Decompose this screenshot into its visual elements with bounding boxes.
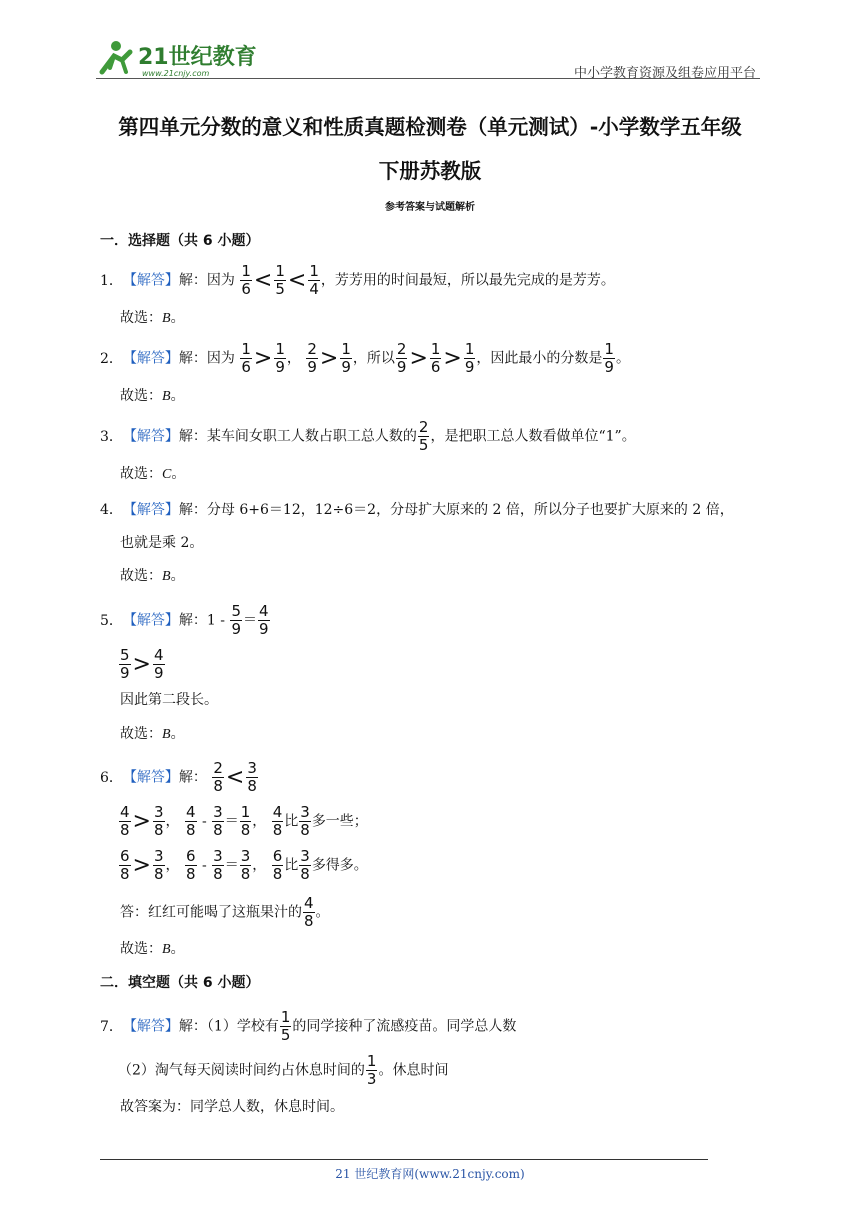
q4-choice: 故选：B。	[120, 568, 185, 584]
page-title-line1: 第四单元分数的意义和性质真题检测卷（单元测试）-小学数学五年级	[118, 115, 742, 139]
q6-choice: 故选：B。	[120, 941, 185, 957]
comparison-operator: >	[132, 651, 151, 677]
page-header	[96, 30, 760, 80]
q6-line2: $\frac{4}{8}$ > $\frac{3}{8}$ ， $\frac{4}{8}$ - $\frac{3}{8}$ ＝ $\frac{1}{8}$ ， $\frac{4}{8}$ 比 $\frac{3}{8}$ 多一些；	[120, 803, 368, 839]
fraction: $\frac{1}{4}$	[309, 262, 319, 298]
fraction: $\frac{1}{6}$	[241, 262, 251, 298]
fraction: $\frac{1}{9}$	[275, 340, 285, 376]
comparison-operator: >	[319, 345, 339, 371]
fraction: $\frac{3}{8}$	[300, 803, 310, 839]
fraction: $\frac{2}{9}$	[307, 340, 317, 376]
fraction: $\frac{4}{9}$	[259, 602, 269, 638]
fraction: $\frac{1}{8}$	[240, 803, 251, 839]
fraction: $\frac{1}{9}$	[604, 340, 614, 376]
answer-tag: 【解答】	[122, 272, 179, 289]
q6-answer-statement: 答：红红可能喝了这瓶果汁的 $\frac{4}{8}$ 。	[120, 894, 330, 930]
comparison-operator: <	[287, 267, 307, 293]
q2-answer: 2．【解答】解：因为 $\frac{1}{6}$ > $\frac{1}{9}$ ， $\frac{2}{9}$ > $\frac{1}{9}$ ，所以 $\frac{2}{9}$ > $\frac{1}{6}$ > $\frac{1}{9}$ ，因此最小的分数是 $\frac{1}{9}$ 。	[100, 340, 630, 376]
site-name: 中小学教育资源及组卷应用平台	[573, 66, 756, 81]
q5-answer: 5．【解答】解：1 - $\frac{5}{9}$ ＝ $\frac{4}{9}$	[100, 602, 269, 638]
q4-answer-cont: 也就是乘 2。	[120, 535, 204, 551]
q6-line3: $\frac{6}{8}$ > $\frac{3}{8}$ ， $\frac{6}{8}$ - $\frac{3}{8}$ ＝ $\frac{3}{8}$ ， $\frac{6}{8}$ 比 $\frac{3}{8}$ 多得多。	[120, 847, 368, 883]
fraction: $\frac{1}{5}$	[280, 1008, 291, 1044]
q7-part2: （2）淘气每天阅读时间约占休息时间的 $\frac{1}{3}$ 。休息时间	[118, 1052, 449, 1088]
fraction: $\frac{2}{5}$	[418, 418, 429, 454]
fraction: $\frac{3}{8}$	[213, 803, 223, 839]
fraction: $\frac{4}{9}$	[153, 646, 164, 682]
fraction: $\frac{4}{8}$	[185, 803, 196, 839]
comparison-operator: >	[132, 852, 151, 878]
q3-answer: 3．【解答】解：某车间女职工人数占职工总人数的 $\frac{2}{5}$ ，是把职工总人数看做单位“1”。	[100, 418, 636, 454]
fraction: $\frac{1}{6}$	[241, 340, 251, 376]
q4-answer: 4．【解答】解：分母 6+6＝12，12÷6＝2，分母扩大原来的 2 倍，所以分子也要扩大原来的 2 倍，	[100, 502, 734, 518]
comparison-operator: >	[253, 345, 273, 371]
fraction: $\frac{1}{5}$	[275, 262, 285, 298]
footer-divider	[100, 1159, 708, 1160]
fraction: $\frac{3}{8}$	[153, 803, 164, 839]
comparison-operator: >	[132, 808, 151, 834]
fraction: $\frac{2}{8}$	[213, 759, 223, 795]
header-divider	[96, 78, 760, 79]
fraction: $\frac{3}{8}$	[213, 847, 223, 883]
q7-final: 故答案为：同学总人数，休息时间。	[120, 1099, 344, 1115]
fraction: $\frac{6}{8}$	[120, 847, 130, 883]
q2-choice: 故选：B。	[120, 388, 185, 404]
footer-link[interactable]: 21 世纪教育网(www.21cnjy.com)	[335, 1167, 525, 1181]
section-heading-choice: 一．选择题（共 6 小题）	[100, 233, 260, 249]
fraction: $\frac{1}{6}$	[430, 340, 441, 376]
svg-text:21世纪教育: 21世纪教育	[138, 45, 257, 70]
comparison-operator: <	[225, 764, 245, 790]
fraction: $\frac{3}{8}$	[247, 759, 257, 795]
q3-choice: 故选：C。	[120, 466, 186, 482]
svg-text:www.21cnjy.com: www.21cnjy.com	[142, 69, 210, 78]
q1-answer: 1．【解答】解：因为 $\frac{1}{6}$ < $\frac{1}{5}$ < $\frac{1}{4}$ ，芳芳用的时间最短，所以最先完成的是芳芳。	[100, 262, 615, 298]
fraction: $\frac{5}{9}$	[231, 602, 242, 638]
comparison-operator: >	[443, 345, 462, 371]
fraction: $\frac{4}{8}$	[120, 803, 130, 839]
fraction: $\frac{1}{3}$	[366, 1052, 377, 1088]
fraction: $\frac{5}{9}$	[120, 646, 130, 682]
fraction: $\frac{3}{8}$	[240, 847, 251, 883]
subtitle: 参考答案与试题解析	[385, 202, 475, 213]
q7-answer: 7．【解答】解：（1）学校有 $\frac{1}{5}$ 的同学接种了流感疫苗。同学总人数	[100, 1008, 517, 1044]
fraction: $\frac{3}{8}$	[300, 847, 310, 883]
fraction: $\frac{6}{8}$	[272, 847, 283, 883]
fraction: $\frac{1}{9}$	[341, 340, 351, 376]
q1-choice: 故选：B。	[120, 310, 185, 326]
q6-answer: 6．【解答】解： $\frac{2}{8}$ < $\frac{3}{8}$	[100, 759, 257, 795]
q5-choice: 故选：B。	[120, 726, 185, 742]
fraction: $\frac{4}{8}$	[304, 894, 314, 930]
fraction: $\frac{3}{8}$	[153, 847, 164, 883]
page-title-line2: 下册苏教版	[378, 159, 482, 183]
comparison-operator: >	[409, 345, 428, 371]
fraction: $\frac{2}{9}$	[396, 340, 407, 376]
q5-compare	[118, 648, 166, 681]
q5-conclusion: 因此第二段长。	[120, 692, 218, 708]
logo-icon	[96, 38, 266, 78]
fraction: $\frac{4}{8}$	[272, 803, 283, 839]
comparison-operator: <	[253, 267, 273, 293]
section-heading-fill: 二．填空题（共 6 小题）	[100, 975, 260, 991]
fraction: $\frac{6}{8}$	[185, 847, 196, 883]
fraction: $\frac{1}{9}$	[464, 340, 475, 376]
